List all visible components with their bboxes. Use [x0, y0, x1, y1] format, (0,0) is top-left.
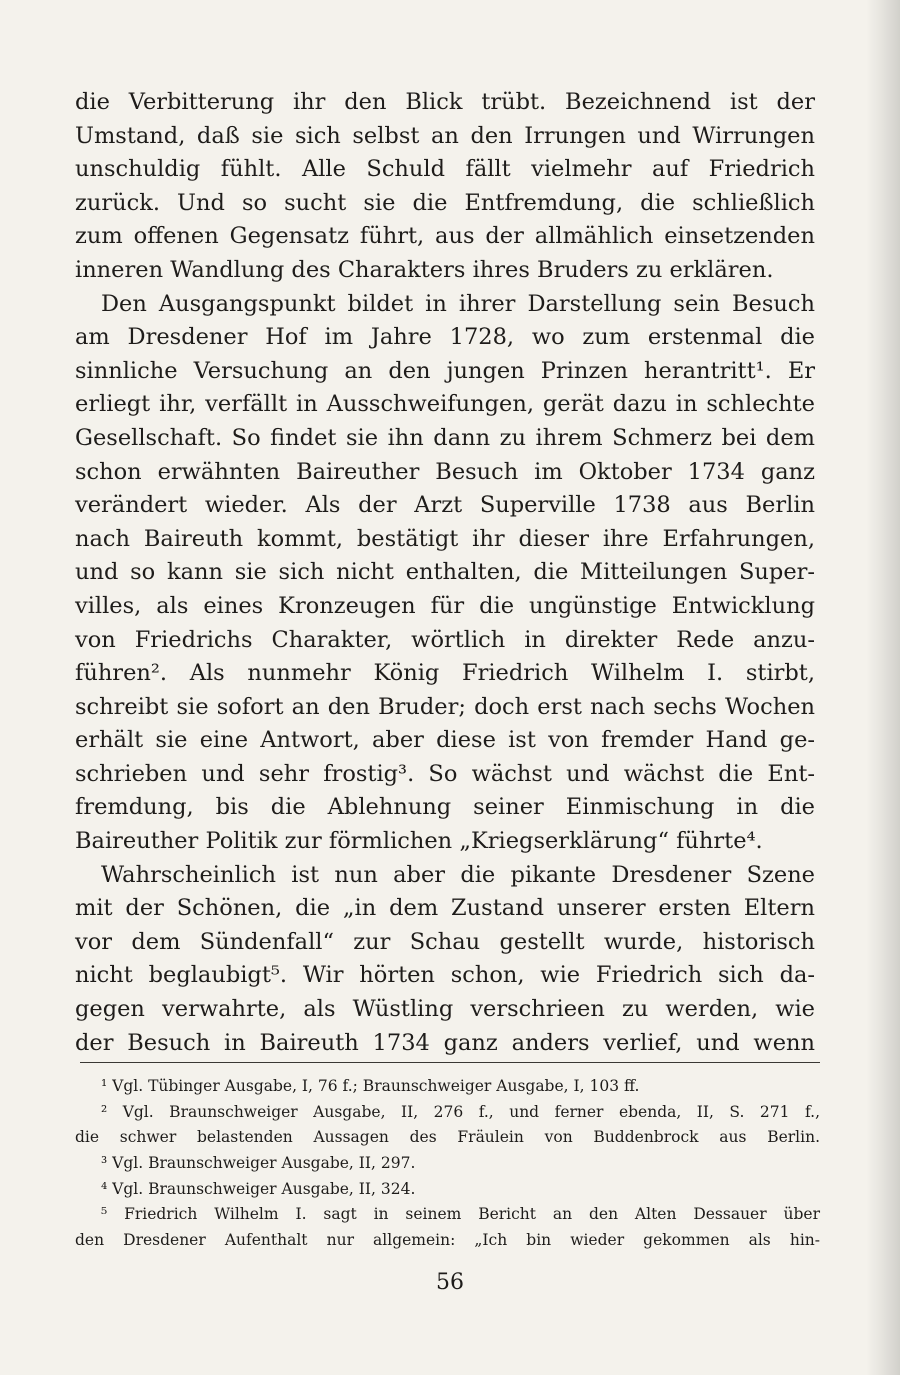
- footnote-line: ³ Vgl. Braunschweiger Ausgabe, II, 297.: [101, 1154, 416, 1173]
- text-line: zum offenen Gegensatz führt, aus der allmählich einsetzenden: [75, 223, 815, 250]
- text-line: von Friedrichs Charakter, wörtlich in direkter Rede anzu-: [75, 626, 815, 653]
- footnote-line: ² Vgl. Braunschweiger Ausgabe, II, 276 f., und ferner ebenda, II, S. 271 f.,: [101, 1102, 820, 1121]
- text-line: am Dresdener Hof im Jahre 1728, wo zum erstenmal die: [75, 324, 815, 351]
- text-line: Den Ausgangspunkt bildet in ihrer Darstellung sein Besuch: [101, 290, 815, 317]
- body-text: [75, 86, 815, 1060]
- text-line: nicht beglaubigt⁵. Wir hörten schon, wie Friedrich sich da-: [75, 962, 815, 989]
- text-line: zurück. Und so sucht sie die Entfremdung, die schließlich: [75, 189, 815, 216]
- footnotes: [75, 1074, 820, 1254]
- text-line: inneren Wandlung des Charakters ihres Bruders zu erklären.: [75, 256, 774, 283]
- footnote-rule: [80, 1062, 820, 1063]
- text-line: erhält sie eine Antwort, aber diese ist von fremder Hand ge-: [75, 727, 815, 754]
- text-line: Baireuther Politik zur förmlichen „Kriegserklärung“ führte⁴.: [75, 828, 763, 855]
- page-edge-shadow: [866, 0, 900, 1375]
- text-line: erliegt ihr, verfällt in Ausschweifungen, gerät dazu in schlechte: [75, 391, 815, 418]
- text-line: villes, als eines Kronzeugen für die ungünstige Entwicklung: [75, 592, 815, 619]
- footnote-line: die schwer belastenden Aussagen des Fräulein von Buddenbrock aus Berlin.: [75, 1128, 820, 1147]
- text-line: führen². Als nunmehr König Friedrich Wilhelm I. stirbt,: [75, 660, 815, 687]
- text-line: schon erwähnten Baireuther Besuch im Oktober 1734 ganz: [75, 458, 815, 485]
- text-line: verändert wieder. Als der Arzt Superville 1738 aus Berlin: [75, 492, 815, 519]
- text-line: schrieben und sehr frostig³. So wächst und wächst die Ent-: [75, 760, 815, 787]
- text-line: vor dem Sündenfall“ zur Schau gestellt wurde, historisch: [75, 928, 815, 955]
- page-number: 56: [436, 1270, 464, 1295]
- text-line: nach Baireuth kommt, bestätigt ihr dieser ihre Erfahrungen,: [75, 525, 815, 552]
- text-line: und so kann sie sich nicht enthalten, die Mitteilungen Super-: [75, 559, 815, 586]
- text-line: Gesellschaft. So findet sie ihn dann zu ihrem Schmerz bei dem: [75, 424, 815, 451]
- text-line: schreibt sie sofort an den Bruder; doch erst nach sechs Wochen: [75, 693, 815, 720]
- text-line: mit der Schönen, die „in dem Zustand unserer ersten Eltern: [75, 895, 815, 922]
- text-line: sinnliche Versuchung an den jungen Prinzen herantritt¹. Er: [75, 357, 815, 384]
- text-line: gegen verwahrte, als Wüstling verschrieen zu werden, wie: [75, 996, 815, 1023]
- text-line: Umstand, daß sie sich selbst an den Irrungen und Wirrungen: [75, 122, 815, 149]
- text-line: fremdung, bis die Ablehnung seiner Einmischung in die: [75, 794, 815, 821]
- text-line: die Verbitterung ihr den Blick trübt. Bezeichnend ist der: [75, 89, 815, 115]
- text-line: Wahrscheinlich ist nun aber die pikante Dresdener Szene: [101, 861, 815, 888]
- footnote-line: den Dresdener Aufenthalt nur allgemein: „Ich bin wieder gekommen als hin-: [75, 1231, 820, 1250]
- text-line: unschuldig fühlt. Alle Schuld fällt vielmehr auf Friedrich: [75, 156, 815, 183]
- footnote-line: ⁴ Vgl. Braunschweiger Ausgabe, II, 324.: [101, 1179, 416, 1198]
- footnote-line: ¹ Vgl. Tübinger Ausgabe, I, 76 f.; Braunschweiger Ausgabe, I, 103 ff.: [101, 1077, 640, 1095]
- text-line: der Besuch in Baireuth 1734 ganz anders verlief, und wenn: [75, 1029, 815, 1056]
- footnote-line: ⁵ Friedrich Wilhelm I. sagt in seinem Bericht an den Alten Dessauer über: [101, 1205, 820, 1224]
